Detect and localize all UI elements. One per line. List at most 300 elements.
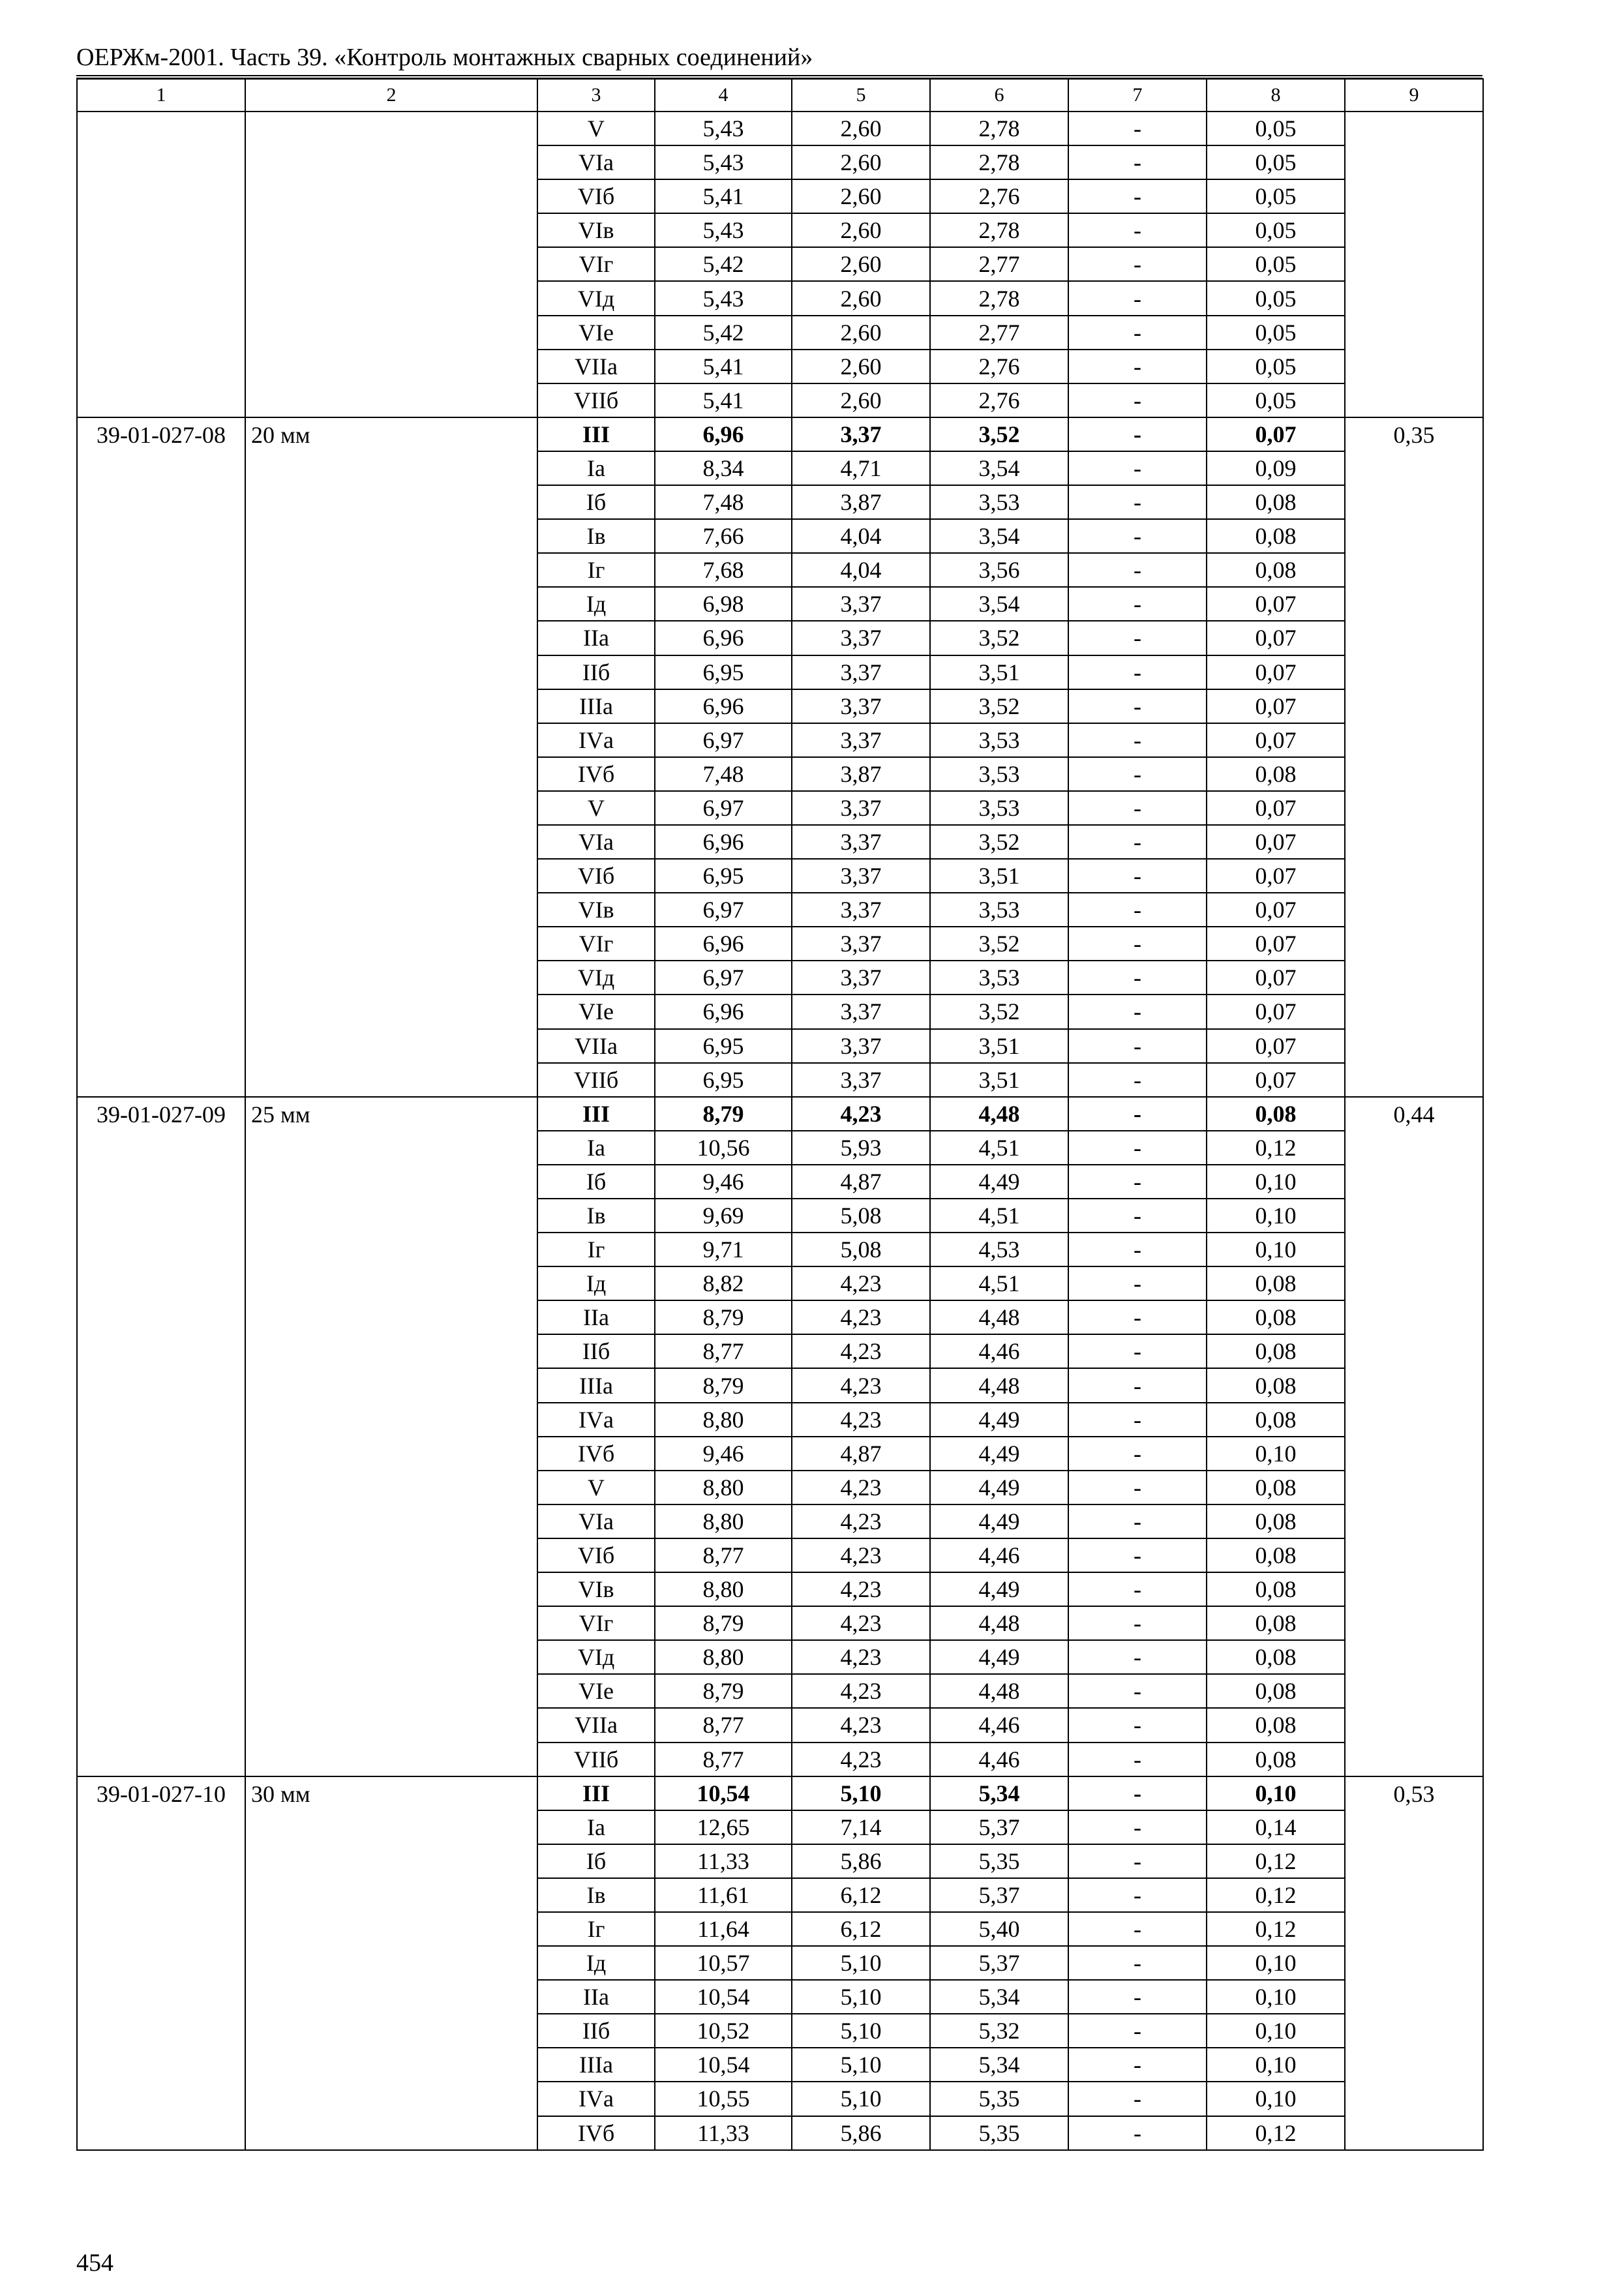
labor-hours-cell: 0,08 <box>1207 553 1345 587</box>
labor-hours-cell: 0,05 <box>1207 179 1345 213</box>
materials-cost-cell: - <box>1068 2116 1207 2150</box>
machine-cost-cell: 4,53 <box>930 1233 1068 1266</box>
labor-cost-cell: 4,23 <box>792 1097 930 1131</box>
total-cost-cell: 8,77 <box>655 1334 792 1368</box>
materials-cost-cell: - <box>1068 247 1207 281</box>
machine-cost-cell: 2,78 <box>930 213 1068 247</box>
labor-cost-cell: 4,23 <box>792 1300 930 1334</box>
total-cost-cell: 10,52 <box>655 2014 792 2048</box>
climate-zone-cell: III <box>537 417 655 451</box>
labor-cost-cell: 3,37 <box>792 927 930 961</box>
labor-hours-cell: 0,05 <box>1207 145 1345 179</box>
labor-cost-cell: 4,23 <box>792 1266 930 1300</box>
machine-cost-cell: 4,51 <box>930 1266 1068 1300</box>
climate-zone-cell: IIа <box>537 1980 655 2014</box>
labor-cost-cell: 5,10 <box>792 2048 930 2082</box>
labor-hours-cell: 0,10 <box>1207 2082 1345 2116</box>
total-cost-cell: 8,80 <box>655 1504 792 1538</box>
total-cost-cell: 11,33 <box>655 1844 792 1878</box>
labor-cost-cell: 3,37 <box>792 995 930 1028</box>
page-header: ОЕРЖм-2001. Часть 39. «Контроль монтажных сварных соединений» <box>76 44 813 71</box>
total-cost-cell: 8,80 <box>655 1403 792 1437</box>
total-cost-cell: 6,97 <box>655 893 792 927</box>
total-cost-cell: 12,65 <box>655 1810 792 1844</box>
labor-cost-cell: 2,60 <box>792 316 930 350</box>
total-cost-cell: 6,96 <box>655 417 792 451</box>
machine-cost-cell: 4,46 <box>930 1334 1068 1368</box>
labor-hours-cell: 0,10 <box>1207 1199 1345 1233</box>
climate-zone-cell: III <box>537 1776 655 1810</box>
total-cost-cell: 6,97 <box>655 791 792 825</box>
labor-hours-cell: 0,07 <box>1207 689 1345 723</box>
labor-cost-cell: 6,12 <box>792 1912 930 1946</box>
labor-hours-cell: 0,12 <box>1207 1878 1345 1912</box>
labor-hours-cell: 0,08 <box>1207 1572 1345 1606</box>
machine-cost-cell: 5,37 <box>930 1946 1068 1980</box>
machine-cost-cell: 3,51 <box>930 1063 1068 1097</box>
climate-zone-cell: VIIб <box>537 383 655 417</box>
labor-hours-cell: 0,12 <box>1207 1131 1345 1165</box>
labor-hours-cell: 0,07 <box>1207 655 1345 689</box>
labor-cost-cell: 3,37 <box>792 791 930 825</box>
materials-cost-cell: - <box>1068 1878 1207 1912</box>
climate-zone-cell: VIа <box>537 145 655 179</box>
machine-cost-cell: 2,77 <box>930 247 1068 281</box>
labor-hours-cell: 0,08 <box>1207 1266 1345 1300</box>
climate-zone-cell: Iд <box>537 1266 655 1300</box>
machine-cost-cell: 4,49 <box>930 1403 1068 1437</box>
labor-hours-cell: 0,07 <box>1207 621 1345 655</box>
climate-zone-cell: VIIа <box>537 1029 655 1063</box>
climate-zone-cell: Iд <box>537 587 655 621</box>
machine-cost-cell: 3,51 <box>930 859 1068 893</box>
labor-hours-cell: 0,08 <box>1207 1743 1345 1776</box>
total-cost-cell: 6,96 <box>655 995 792 1028</box>
machine-cost-cell: 4,48 <box>930 1097 1068 1131</box>
total-cost-cell: 8,77 <box>655 1743 792 1776</box>
materials-cost-cell: - <box>1068 1844 1207 1878</box>
materials-cost-cell: - <box>1068 1912 1207 1946</box>
labor-cost-cell: 4,23 <box>792 1471 930 1504</box>
climate-zone-cell: VIе <box>537 995 655 1028</box>
labor-hours-cell: 0,10 <box>1207 2014 1345 2048</box>
climate-zone-cell: VIд <box>537 961 655 995</box>
total-cost-cell: 5,43 <box>655 112 792 145</box>
machine-cost-cell: 2,76 <box>930 383 1068 417</box>
labor-hours-cell: 0,12 <box>1207 1912 1345 1946</box>
climate-zone-cell: VIIб <box>537 1743 655 1776</box>
materials-cost-cell: - <box>1068 757 1207 791</box>
climate-zone-cell: IIIа <box>537 1368 655 1402</box>
column-number: 3 <box>537 79 655 112</box>
climate-zone-cell: VIб <box>537 179 655 213</box>
materials-cost-cell: - <box>1068 621 1207 655</box>
machine-cost-cell: 4,49 <box>930 1165 1068 1199</box>
materials-cost-cell: - <box>1068 859 1207 893</box>
labor-cost-cell: 5,93 <box>792 1131 930 1165</box>
climate-zone-cell: IIб <box>537 2014 655 2048</box>
machine-cost-cell: 3,51 <box>930 655 1068 689</box>
labor-hours-cell: 0,08 <box>1207 1097 1345 1131</box>
labor-hours-cell: 0,08 <box>1207 1674 1345 1708</box>
climate-zone-cell: VIд <box>537 281 655 315</box>
labor-cost-cell: 3,37 <box>792 961 930 995</box>
labor-hours-cell: 0,07 <box>1207 1029 1345 1063</box>
materials-cost-cell: - <box>1068 2014 1207 2048</box>
labor-hours-cell: 0,07 <box>1207 825 1345 859</box>
labor-cost-cell: 4,23 <box>792 1674 930 1708</box>
machine-cost-cell: 4,46 <box>930 1538 1068 1572</box>
climate-zone-cell: Iб <box>537 485 655 519</box>
labor-cost-cell: 5,86 <box>792 2116 930 2150</box>
machine-cost-cell: 5,37 <box>930 1810 1068 1844</box>
norm-code: 39-01-027-08 <box>77 417 245 1097</box>
labor-cost-cell: 4,87 <box>792 1165 930 1199</box>
climate-zone-cell: Iг <box>537 553 655 587</box>
materials-cost-cell: - <box>1068 1743 1207 1776</box>
materials-cost-cell: - <box>1068 2082 1207 2116</box>
total-cost-cell: 6,97 <box>655 723 792 757</box>
column-number: 9 <box>1345 79 1483 112</box>
labor-hours-cell: 0,07 <box>1207 723 1345 757</box>
labor-cost-cell: 5,86 <box>792 1844 930 1878</box>
total-cost-cell: 8,34 <box>655 451 792 485</box>
total-cost-cell: 8,79 <box>655 1606 792 1640</box>
total-cost-cell: 8,77 <box>655 1538 792 1572</box>
labor-cost-cell: 3,37 <box>792 587 930 621</box>
labor-hours-cell: 0,05 <box>1207 316 1345 350</box>
labor-hours-cell: 0,10 <box>1207 1980 1345 2014</box>
equipment-mass: 0,44 <box>1345 1097 1483 1776</box>
norm-name: 20 мм <box>245 417 537 1097</box>
materials-cost-cell: - <box>1068 1980 1207 2014</box>
labor-hours-cell: 0,08 <box>1207 1640 1345 1674</box>
materials-cost-cell: - <box>1068 1403 1207 1437</box>
labor-cost-cell: 3,37 <box>792 825 930 859</box>
total-cost-cell: 6,95 <box>655 859 792 893</box>
labor-cost-cell: 2,60 <box>792 112 930 145</box>
labor-hours-cell: 0,12 <box>1207 1844 1345 1878</box>
machine-cost-cell: 4,48 <box>930 1368 1068 1402</box>
climate-zone-cell: VIв <box>537 1572 655 1606</box>
labor-hours-cell: 0,08 <box>1207 1606 1345 1640</box>
labor-hours-cell: 0,08 <box>1207 1368 1345 1402</box>
machine-cost-cell: 5,37 <box>930 1878 1068 1912</box>
labor-cost-cell: 2,60 <box>792 179 930 213</box>
climate-zone-cell: VIг <box>537 1606 655 1640</box>
materials-cost-cell: - <box>1068 893 1207 927</box>
labor-hours-cell: 0,08 <box>1207 1538 1345 1572</box>
total-cost-cell: 8,79 <box>655 1097 792 1131</box>
labor-hours-cell: 0,08 <box>1207 1708 1345 1742</box>
labor-hours-cell: 0,10 <box>1207 1165 1345 1199</box>
labor-cost-cell: 4,04 <box>792 519 930 553</box>
total-cost-cell: 5,41 <box>655 383 792 417</box>
table-row <box>77 1097 1483 1131</box>
labor-cost-cell: 4,23 <box>792 1504 930 1538</box>
total-cost-cell: 5,41 <box>655 350 792 383</box>
total-cost-cell: 9,71 <box>655 1233 792 1266</box>
labor-hours-cell: 0,05 <box>1207 383 1345 417</box>
machine-cost-cell: 4,48 <box>930 1300 1068 1334</box>
machine-cost-cell: 5,34 <box>930 1776 1068 1810</box>
labor-cost-cell: 4,23 <box>792 1368 930 1402</box>
materials-cost-cell: - <box>1068 112 1207 145</box>
total-cost-cell: 8,79 <box>655 1300 792 1334</box>
machine-cost-cell: 4,51 <box>930 1131 1068 1165</box>
machine-cost-cell: 2,77 <box>930 316 1068 350</box>
materials-cost-cell: - <box>1068 316 1207 350</box>
materials-cost-cell: - <box>1068 485 1207 519</box>
machine-cost-cell: 4,49 <box>930 1437 1068 1471</box>
climate-zone-cell: Iв <box>537 1199 655 1233</box>
labor-hours-cell: 0,05 <box>1207 112 1345 145</box>
materials-cost-cell: - <box>1068 995 1207 1028</box>
total-cost-cell: 10,55 <box>655 2082 792 2116</box>
materials-cost-cell: - <box>1068 689 1207 723</box>
machine-cost-cell: 2,76 <box>930 350 1068 383</box>
labor-hours-cell: 0,05 <box>1207 247 1345 281</box>
column-number: 7 <box>1068 79 1207 112</box>
materials-cost-cell: - <box>1068 1538 1207 1572</box>
total-cost-cell: 8,80 <box>655 1471 792 1504</box>
labor-cost-cell: 2,60 <box>792 247 930 281</box>
machine-cost-cell: 4,48 <box>930 1606 1068 1640</box>
machine-cost-cell: 4,49 <box>930 1640 1068 1674</box>
total-cost-cell: 10,56 <box>655 1131 792 1165</box>
total-cost-cell: 6,96 <box>655 621 792 655</box>
labor-hours-cell: 0,10 <box>1207 1437 1345 1471</box>
climate-zone-cell: IIа <box>537 1300 655 1334</box>
materials-cost-cell: - <box>1068 553 1207 587</box>
total-cost-cell: 6,96 <box>655 825 792 859</box>
norm-name: 25 мм <box>245 1097 537 1776</box>
climate-zone-cell: VIIа <box>537 1708 655 1742</box>
climate-zone-cell: VIг <box>537 927 655 961</box>
labor-cost-cell: 3,37 <box>792 417 930 451</box>
labor-hours-cell: 0,10 <box>1207 1776 1345 1810</box>
climate-zone-cell: Iв <box>537 1878 655 1912</box>
climate-zone-cell: Iа <box>537 1810 655 1844</box>
materials-cost-cell: - <box>1068 1708 1207 1742</box>
materials-cost-cell: - <box>1068 1572 1207 1606</box>
total-cost-cell: 6,96 <box>655 927 792 961</box>
total-cost-cell: 7,68 <box>655 553 792 587</box>
materials-cost-cell: - <box>1068 587 1207 621</box>
equipment-mass <box>1345 112 1483 417</box>
labor-hours-cell: 0,05 <box>1207 350 1345 383</box>
materials-cost-cell: - <box>1068 451 1207 485</box>
machine-cost-cell: 4,51 <box>930 1199 1068 1233</box>
labor-cost-cell: 5,08 <box>792 1199 930 1233</box>
materials-cost-cell: - <box>1068 655 1207 689</box>
labor-cost-cell: 4,23 <box>792 1606 930 1640</box>
materials-cost-cell: - <box>1068 2048 1207 2082</box>
labor-hours-cell: 0,08 <box>1207 1504 1345 1538</box>
column-number: 6 <box>930 79 1068 112</box>
materials-cost-cell: - <box>1068 791 1207 825</box>
labor-cost-cell: 3,37 <box>792 621 930 655</box>
column-number: 2 <box>245 79 537 112</box>
climate-zone-cell: Iг <box>537 1912 655 1946</box>
norms-table-body <box>77 79 1483 2150</box>
climate-zone-cell: Iа <box>537 1131 655 1165</box>
machine-cost-cell: 3,53 <box>930 485 1068 519</box>
labor-hours-cell: 0,05 <box>1207 281 1345 315</box>
column-number: 5 <box>792 79 930 112</box>
labor-cost-cell: 4,23 <box>792 1403 930 1437</box>
machine-cost-cell: 5,35 <box>930 2082 1068 2116</box>
labor-hours-cell: 0,07 <box>1207 791 1345 825</box>
climate-zone-cell: VIе <box>537 316 655 350</box>
climate-zone-cell: V <box>537 1471 655 1504</box>
materials-cost-cell: - <box>1068 1029 1207 1063</box>
labor-cost-cell: 4,23 <box>792 1334 930 1368</box>
labor-hours-cell: 0,07 <box>1207 859 1345 893</box>
materials-cost-cell: - <box>1068 1471 1207 1504</box>
total-cost-cell: 7,48 <box>655 757 792 791</box>
materials-cost-cell: - <box>1068 1946 1207 1980</box>
labor-hours-cell: 0,09 <box>1207 451 1345 485</box>
table-row <box>77 1776 1483 1810</box>
climate-zone-cell: VIд <box>537 1640 655 1674</box>
total-cost-cell: 8,80 <box>655 1572 792 1606</box>
climate-zone-cell: IIа <box>537 621 655 655</box>
labor-cost-cell: 2,60 <box>792 383 930 417</box>
machine-cost-cell: 3,52 <box>930 927 1068 961</box>
labor-cost-cell: 3,37 <box>792 859 930 893</box>
materials-cost-cell: - <box>1068 281 1207 315</box>
labor-hours-cell: 0,05 <box>1207 213 1345 247</box>
materials-cost-cell: - <box>1068 213 1207 247</box>
labor-cost-cell: 4,87 <box>792 1437 930 1471</box>
total-cost-cell: 5,43 <box>655 281 792 315</box>
machine-cost-cell: 3,54 <box>930 519 1068 553</box>
climate-zone-cell: IVб <box>537 1437 655 1471</box>
machine-cost-cell: 5,32 <box>930 2014 1068 2048</box>
labor-hours-cell: 0,07 <box>1207 893 1345 927</box>
materials-cost-cell: - <box>1068 1606 1207 1640</box>
materials-cost-cell: - <box>1068 1131 1207 1165</box>
labor-cost-cell: 4,23 <box>792 1708 930 1742</box>
labor-cost-cell: 2,60 <box>792 350 930 383</box>
materials-cost-cell: - <box>1068 1437 1207 1471</box>
norm-name <box>245 112 537 417</box>
machine-cost-cell: 3,56 <box>930 553 1068 587</box>
labor-cost-cell: 4,23 <box>792 1538 930 1572</box>
climate-zone-cell: IIIа <box>537 2048 655 2082</box>
labor-cost-cell: 4,71 <box>792 451 930 485</box>
labor-hours-cell: 0,07 <box>1207 417 1345 451</box>
machine-cost-cell: 5,34 <box>930 2048 1068 2082</box>
total-cost-cell: 6,96 <box>655 689 792 723</box>
labor-cost-cell: 3,37 <box>792 1063 930 1097</box>
climate-zone-cell: IIIа <box>537 689 655 723</box>
climate-zone-cell: VIв <box>537 893 655 927</box>
machine-cost-cell: 4,49 <box>930 1572 1068 1606</box>
materials-cost-cell: - <box>1068 350 1207 383</box>
machine-cost-cell: 3,54 <box>930 587 1068 621</box>
materials-cost-cell: - <box>1068 1640 1207 1674</box>
total-cost-cell: 9,69 <box>655 1199 792 1233</box>
total-cost-cell: 8,79 <box>655 1368 792 1402</box>
column-number-row <box>77 79 1483 112</box>
norm-code <box>77 112 245 417</box>
labor-cost-cell: 5,10 <box>792 2014 930 2048</box>
materials-cost-cell: - <box>1068 1199 1207 1233</box>
climate-zone-cell: VIIа <box>537 350 655 383</box>
climate-zone-cell: Iб <box>537 1844 655 1878</box>
climate-zone-cell: V <box>537 112 655 145</box>
climate-zone-cell: III <box>537 1097 655 1131</box>
labor-hours-cell: 0,08 <box>1207 1403 1345 1437</box>
labor-hours-cell: 0,07 <box>1207 587 1345 621</box>
labor-cost-cell: 3,37 <box>792 893 930 927</box>
materials-cost-cell: - <box>1068 519 1207 553</box>
labor-hours-cell: 0,08 <box>1207 757 1345 791</box>
total-cost-cell: 10,54 <box>655 2048 792 2082</box>
materials-cost-cell: - <box>1068 1063 1207 1097</box>
climate-zone-cell: IVб <box>537 757 655 791</box>
page-number: 454 <box>76 2249 113 2277</box>
climate-zone-cell: Iа <box>537 451 655 485</box>
labor-hours-cell: 0,10 <box>1207 2048 1345 2082</box>
climate-zone-cell: IIб <box>537 655 655 689</box>
total-cost-cell: 10,54 <box>655 1980 792 2014</box>
labor-hours-cell: 0,08 <box>1207 1334 1345 1368</box>
labor-cost-cell: 3,37 <box>792 1029 930 1063</box>
labor-hours-cell: 0,12 <box>1207 2116 1345 2150</box>
total-cost-cell: 5,42 <box>655 316 792 350</box>
machine-cost-cell: 4,46 <box>930 1743 1068 1776</box>
total-cost-cell: 11,64 <box>655 1912 792 1946</box>
climate-zone-cell: V <box>537 791 655 825</box>
climate-zone-cell: IIб <box>537 1334 655 1368</box>
table-row <box>77 417 1483 451</box>
total-cost-cell: 11,61 <box>655 1878 792 1912</box>
labor-cost-cell: 4,23 <box>792 1572 930 1606</box>
climate-zone-cell: IVа <box>537 2082 655 2116</box>
climate-zone-cell: IVб <box>537 2116 655 2150</box>
total-cost-cell: 10,54 <box>655 1776 792 1810</box>
materials-cost-cell: - <box>1068 417 1207 451</box>
climate-zone-cell: VIб <box>537 859 655 893</box>
climate-zone-cell: VIв <box>537 213 655 247</box>
labor-cost-cell: 3,37 <box>792 723 930 757</box>
labor-cost-cell: 5,10 <box>792 1946 930 1980</box>
materials-cost-cell: - <box>1068 1810 1207 1844</box>
materials-cost-cell: - <box>1068 1674 1207 1708</box>
machine-cost-cell: 2,78 <box>930 281 1068 315</box>
machine-cost-cell: 2,76 <box>930 179 1068 213</box>
climate-zone-cell: VIб <box>537 1538 655 1572</box>
climate-zone-cell: VIа <box>537 1504 655 1538</box>
labor-cost-cell: 3,87 <box>792 757 930 791</box>
machine-cost-cell: 3,53 <box>930 757 1068 791</box>
total-cost-cell: 5,41 <box>655 179 792 213</box>
materials-cost-cell: - <box>1068 145 1207 179</box>
total-cost-cell: 5,43 <box>655 213 792 247</box>
machine-cost-cell: 3,54 <box>930 451 1068 485</box>
climate-zone-cell: VIе <box>537 1674 655 1708</box>
machine-cost-cell: 2,78 <box>930 112 1068 145</box>
machine-cost-cell: 3,52 <box>930 995 1068 1028</box>
total-cost-cell: 11,33 <box>655 2116 792 2150</box>
labor-hours-cell: 0,08 <box>1207 519 1345 553</box>
climate-zone-cell: VIа <box>537 825 655 859</box>
total-cost-cell: 6,95 <box>655 1029 792 1063</box>
labor-cost-cell: 4,23 <box>792 1640 930 1674</box>
